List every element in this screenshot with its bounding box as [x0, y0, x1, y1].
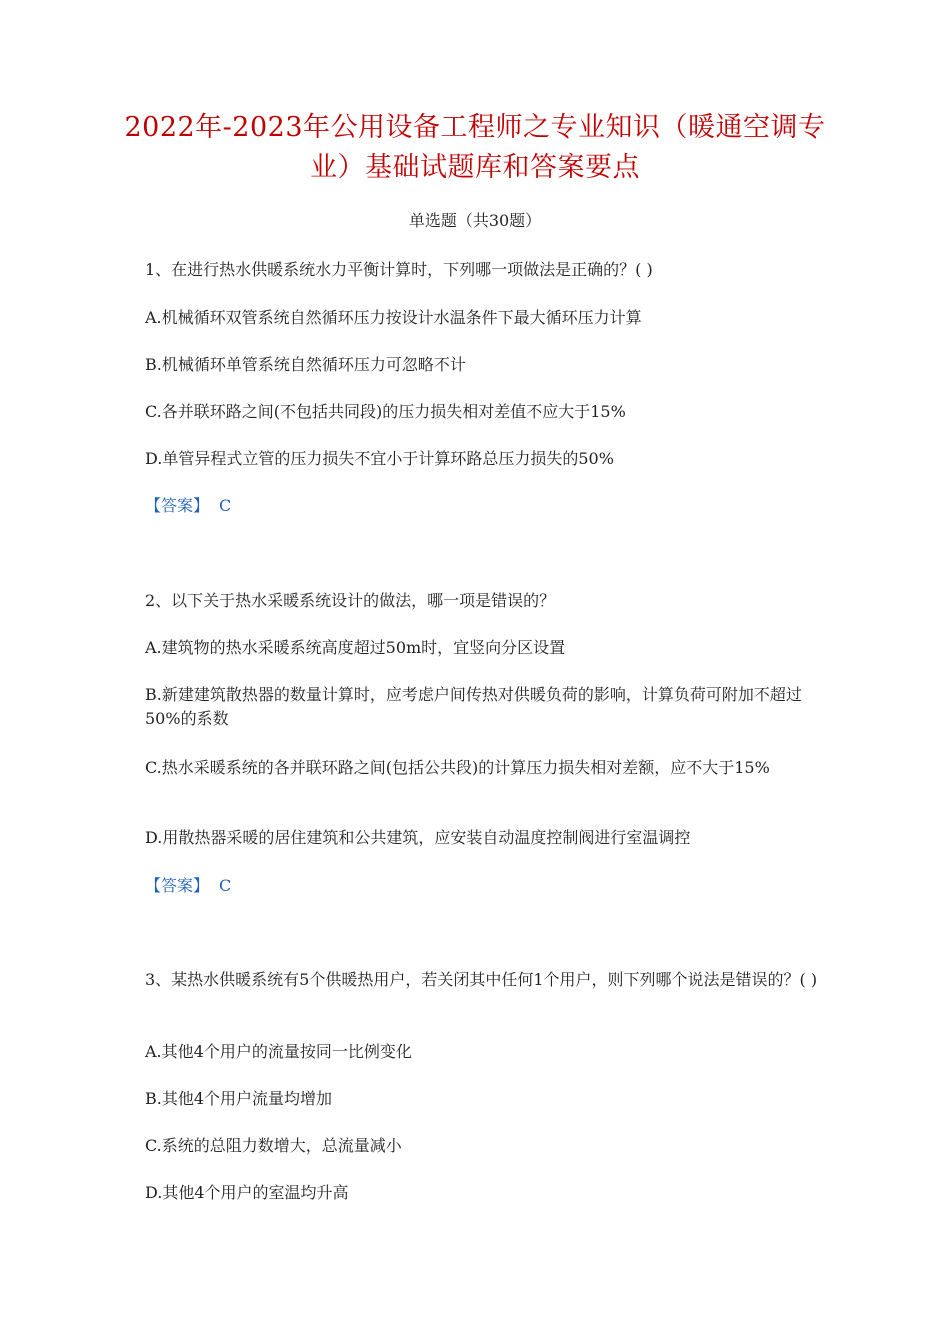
question-3-option-d: D.其他4个用户的室温均升高 — [145, 1183, 349, 1202]
question-1-answer — [145, 494, 231, 518]
answer-label: 【答案】 — [145, 496, 210, 515]
question-1-option-c: C.各并联环路之间(不包括共同段)的压力损失相对差值不应大于15% — [145, 402, 626, 421]
question-3-stem: 3、某热水供暖系统有5个供暖热用户，若关闭其中任何1个用户，则下列哪个说法是错误的？( ) — [145, 970, 818, 989]
question-3-option-a: A.其他4个用户的流量按同一比例变化 — [145, 1042, 412, 1061]
document-title: 2022年-2023年公用设备工程师之专业知识（暖通空调专业）基础试题库和答案要点 — [124, 112, 826, 183]
question-2-option-b: B.新建建筑散热器的数量计算时，应考虑户间传热对供暖负荷的影响，计算负荷可附加不超过50%的系数 — [145, 685, 802, 728]
answer-value: C — [219, 876, 232, 895]
question-1-option-a: A.机械循环双管系统自然循环压力按设计水温条件下最大循环压力计算 — [145, 308, 642, 327]
answer-label: 【答案】 — [145, 876, 210, 895]
section-heading: 单选题（共30题） — [408, 211, 542, 230]
answer-value: C — [219, 496, 232, 515]
question-2-stem: 2、以下关于热水采暖系统设计的做法，哪一项是错误的？ — [145, 591, 556, 610]
question-2-option-c: C.热水采暖系统的各并联环路之间(包括公共段)的计算压力损失相对差额，应不大于15% — [145, 758, 770, 777]
question-1-option-b: B.机械循环单管系统自然循环压力可忽略不计 — [145, 355, 466, 374]
question-2-option-d: D.用散热器采暖的居住建筑和公共建筑，应安装自动温度控制阀进行室温调控 — [145, 828, 691, 847]
question-1-option-d: D.单管异程式立管的压力损失不宜小于计算环路总压力损失的50% — [145, 449, 614, 468]
question-1-stem: 1、在进行热水供暖系统水力平衡计算时，下列哪一项做法是正确的？( ) — [145, 260, 653, 279]
question-2-option-a: A.建筑物的热水采暖系统高度超过50m时，宜竖向分区设置 — [145, 638, 566, 657]
question-3-option-b: B.其他4个用户流量均增加 — [145, 1089, 333, 1108]
question-2-answer — [145, 874, 231, 898]
question-3-option-c: C.系统的总阻力数增大，总流量减小 — [145, 1136, 402, 1155]
